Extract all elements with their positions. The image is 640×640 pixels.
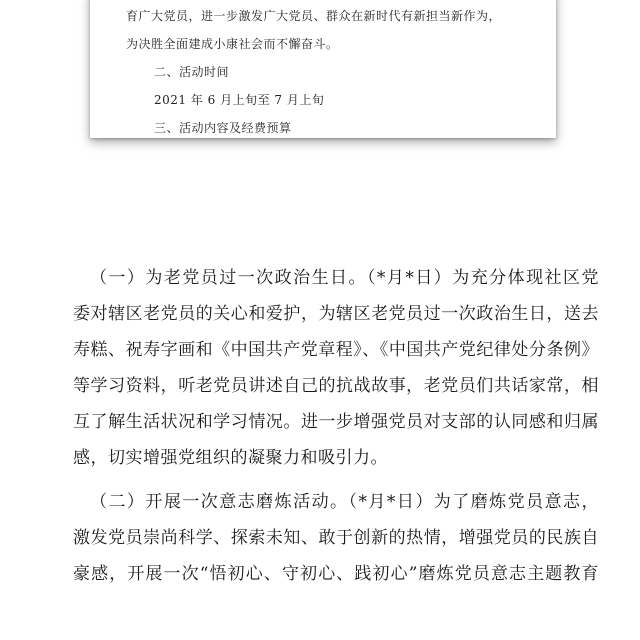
preview-section-heading: 二、活动时间	[154, 65, 230, 79]
preview-section-heading: 三、活动内容及经费预算	[154, 121, 292, 135]
preview-line: 为决胜全面建成小康社会而不懈奋斗。	[126, 37, 339, 51]
paragraph-political-birthday	[73, 260, 599, 476]
document-body	[73, 260, 599, 600]
preview-activity-time: 2021 年 6 月上旬至 7 月上旬	[154, 93, 325, 107]
paragraph-will-training	[73, 484, 599, 592]
embedded-document-preview	[90, 0, 556, 138]
text-line: （一）为老党员过一次政治生日。（*月*日）为充分体现社区党	[90, 268, 599, 288]
text-line: 感，切实增强党组织的凝聚力和吸引力。	[73, 448, 388, 468]
text-line: 豪感，开展一次“悟初心、守初心、践初心”磨炼党员意志主题教育	[73, 564, 599, 584]
text-line: 互了解生活状况和学习情况。进一步增强党员对支部的认同感和归属	[73, 412, 599, 432]
text-line: （二）开展一次意志磨炼活动。（*月*日）为了磨炼党员意志，	[90, 492, 599, 512]
text-line: 激发党员崇尚科学、探索未知、敢于创新的热情，增强党员的民族自	[73, 528, 599, 548]
preview-line: 育广大党员，进一步激发广大党员、群众在新时代有新担当新作为，	[126, 9, 502, 23]
text-line: 委对辖区老党员的关心和爱护，为辖区老党员过一次政治生日，送去	[73, 304, 599, 324]
text-line: 等学习资料，听老党员讲述自己的抗战故事，老党员们共话家常，相	[73, 376, 599, 396]
text-line: 寿糕、祝寿字画和《中国共产党章程》、《中国共产党纪律处分条例》	[73, 340, 599, 360]
